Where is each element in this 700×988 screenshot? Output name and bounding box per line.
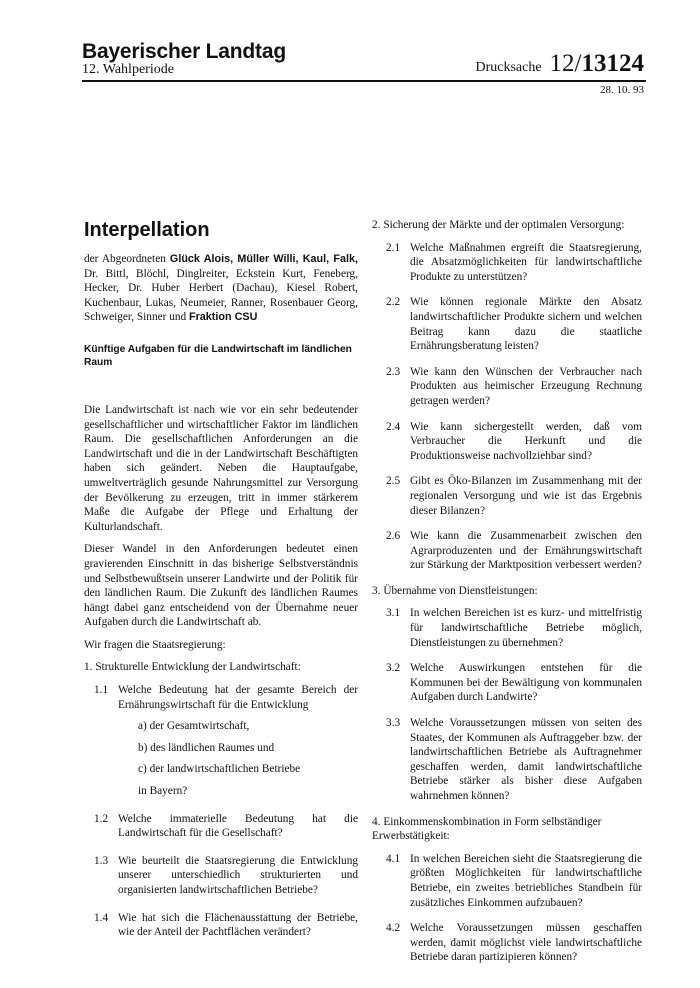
- question-sub-item: a) der Gesamtwirtschaft,: [138, 720, 250, 733]
- question: [386, 474, 642, 518]
- authors-und: und: [169, 311, 187, 324]
- question-number: 2.2: [386, 296, 401, 309]
- question: [94, 812, 358, 841]
- question-text: Wie beurteilt die Staatsregierung die Entwicklung unserer unterschiedlich strukturierten und organisierten landwirtschaftlichen Betriebe?: [118, 854, 358, 896]
- section-heading: [84, 660, 358, 675]
- question-intro: Wir fragen die Staatsregierung:: [84, 638, 226, 651]
- drucksache-number: [550, 50, 644, 77]
- question-text: Welche Bedeutung hat der gesamte Bereich der Ernährungswirtschaft für die Entwicklung: [118, 684, 358, 711]
- parliament-name: Bayerischer Landtag: [82, 40, 286, 63]
- question: [94, 854, 358, 898]
- authors-prefix: der Abgeordneten: [84, 253, 166, 265]
- document-type-title: Interpellation: [84, 219, 210, 241]
- question-number: 4.2: [386, 922, 401, 935]
- question-number: 2.3: [386, 365, 401, 378]
- question-text: Welche immaterielle Bedeutung hat die Landwirtschaft für die Gesellschaft?: [118, 812, 358, 840]
- question-text: Wie kann die Zusammenarbeit zwischen den Agrarproduzenten und der Ernährungswirtschaft zur Stärkung der Marktposition verbessert werden?: [410, 530, 642, 572]
- section-number: 2.: [372, 219, 381, 231]
- section-heading: [372, 815, 642, 844]
- question-number: 1.1: [94, 684, 109, 697]
- subject-heading: Künftige Aufgaben für die Landwirtschaft im ländlichen Raum: [84, 343, 352, 368]
- question-sub-item: b) des ländlichen Raumes und: [138, 741, 275, 754]
- question: [386, 606, 642, 650]
- drucksache-id: 13124: [581, 50, 644, 77]
- question-suffix: in Bayern?: [138, 785, 188, 798]
- section-title: Sicherung der Märkte und der optimalen Versorgung:: [383, 219, 625, 231]
- section-number: 3.: [372, 584, 381, 597]
- section-number: 1.: [84, 661, 93, 674]
- authors-rest: Dr. Bittl, Blöchl, Dinglreiter, Eckstein Kurt, Feneberg, Hecker, Dr. Huber Herbert (Dachau), Kiesel Robert, Kuchenbaur, Lukas, Neumeier, Ranner, Rosenbauer Georg, Schweiger, Sinner: [84, 267, 358, 324]
- question-number: 1.3: [94, 854, 109, 867]
- section-number: 4.: [372, 815, 381, 828]
- legislative-period: 12. Wahlperiode: [82, 62, 174, 77]
- section-title: Übernahme von Dienstleistungen:: [383, 584, 538, 597]
- question-text: Wie können regionale Märkte den Absatz landwirtschaftlicher Produkte sichern und welchen Beitrag kann dazu die staatliche Ernährungsberatung leisten?: [410, 296, 642, 353]
- question-number: 4.1: [386, 852, 401, 865]
- body-paragraph: Dieser Wandel in den Anforderungen bedeutet einen gravierenden Einschnitt in das bisherige Selbstverständnis und Selbstbewußtsein unserer Landwirte und der Politik für den ländlichen Raum. Die Zukunft des ländlichen Raumes hängt dabei ganz entscheidend von der Übernahme neuer Aufgaben durch die Landwirtschaft ab.: [84, 543, 358, 629]
- question: [386, 852, 642, 910]
- authors-bold: Glück Alois, Müller Willi, Kaul, Falk,: [169, 253, 358, 265]
- question-text: Welche Voraussetzungen müssen geschaffen werden, damit möglichst viele landwirtschaftliche Betriebe daran partizipieren können?: [410, 922, 642, 964]
- document-date: 28. 10. 93: [600, 84, 644, 96]
- question-text: In welchen Bereichen ist es kurz- und mittelfristig für landwirtschaftliche Betriebe möglich, Dienstleistungen zu übernehmen?: [410, 607, 642, 649]
- question: [386, 241, 642, 285]
- section-heading: [372, 584, 642, 599]
- question-sub-item: c) der landwirtschaftlichen Betriebe: [138, 763, 301, 776]
- question-number: 2.1: [386, 241, 401, 254]
- drucksache-prefix: 12/: [549, 50, 582, 77]
- question-text: Wie kann sichergestellt werden, daß vom Verbraucher die Herkunft und die Produktionsweise nachvollziehbar sind?: [410, 420, 642, 462]
- question: [386, 661, 642, 705]
- drucksache-label: Drucksache: [475, 60, 542, 75]
- question-text: Welche Voraussetzungen müssen von seiten des Staates, der Kommunen als Auftraggeber bzw. der landwirtschaftlichen Betriebe als Auftragnehmer geschaffen werden, damit landwirtschaftliche Betriebe stärker als bisher diese Aufgaben wahrnehmen können?: [410, 717, 642, 802]
- question: [386, 295, 642, 353]
- question-number: 3.3: [386, 717, 401, 730]
- authors: [84, 252, 358, 325]
- question: [94, 911, 358, 940]
- right-column: [372, 218, 642, 976]
- question-text: Wie kann den Wünschen der Verbraucher nach Produkten aus heimischer Erzeugung Rechnung getragen werden?: [410, 365, 642, 407]
- section-heading: [372, 218, 642, 233]
- question: [386, 921, 642, 965]
- section-title: Strukturelle Entwicklung der Landwirtschaft:: [95, 661, 301, 674]
- question-number: 3.1: [386, 607, 401, 620]
- section-title: Einkommenskombination in Form selbständiger Erwerbstätigkeit:: [372, 815, 602, 843]
- drucksache-block: [475, 50, 644, 78]
- body-paragraph: Die Landwirtschaft ist nach wie vor ein sehr bedeutender gesellschaftlicher und wirtschaftlicher Faktor im ländlichen Raum. Die gesellschaftlichen Anforderungen an die Landwirtschaft und die in der Landwirtschaft Beschäftigten haben sich geändert. Neben die Hauptaufgabe, umweltverträglich gesunde Nahrungsmittel zur Versorgung der Bevölkerung zu erzeugen, tritt in immer stärkerem Maße die Aufgabe der Pflege und Erhaltung der Kulturlandschaft.: [84, 403, 358, 533]
- question: [386, 420, 642, 464]
- header-rule: [82, 80, 646, 82]
- question-text: Welche Auswirkungen entstehen für die Kommunen bei der Bewältigung von kommunalen Aufgaben durch Landwirte?: [410, 662, 642, 704]
- question-text: Wie hat sich die Flächenausstattung der Betriebe, wie der Anteil der Pachtflächen verändert?: [118, 911, 358, 939]
- question-number: 1.4: [94, 911, 109, 924]
- question: [94, 683, 358, 799]
- question-number: 2.5: [386, 475, 401, 488]
- authors-fraction: Fraktion CSU: [188, 311, 258, 324]
- question-text: Welche Maßnahmen ergreift die Staatsregierung, die Absatzmöglichkeiten für landwirtschaftliche Produkte zu unterstützen?: [410, 241, 642, 283]
- question-number: 3.2: [386, 662, 401, 675]
- question-number: 2.6: [386, 530, 401, 543]
- question-number: 1.2: [94, 812, 109, 825]
- question: [386, 716, 642, 804]
- question-text: Gibt es Öko-Bilanzen im Zusammenhang mit der regionalen Versorgung und wie ist das Ergebnis dieser Bilanzen?: [410, 475, 642, 517]
- left-column: [84, 218, 358, 953]
- question-number: 2.4: [386, 420, 401, 433]
- question: [386, 529, 642, 573]
- question: [386, 365, 642, 409]
- question-text: In welchen Bereichen sieht die Staatsregierung die größten Möglichkeiten für landwirtschaftliche Betriebe, ein zweites betriebliches Standbein für zusätzliches Einkommen aufzubauen?: [410, 852, 642, 909]
